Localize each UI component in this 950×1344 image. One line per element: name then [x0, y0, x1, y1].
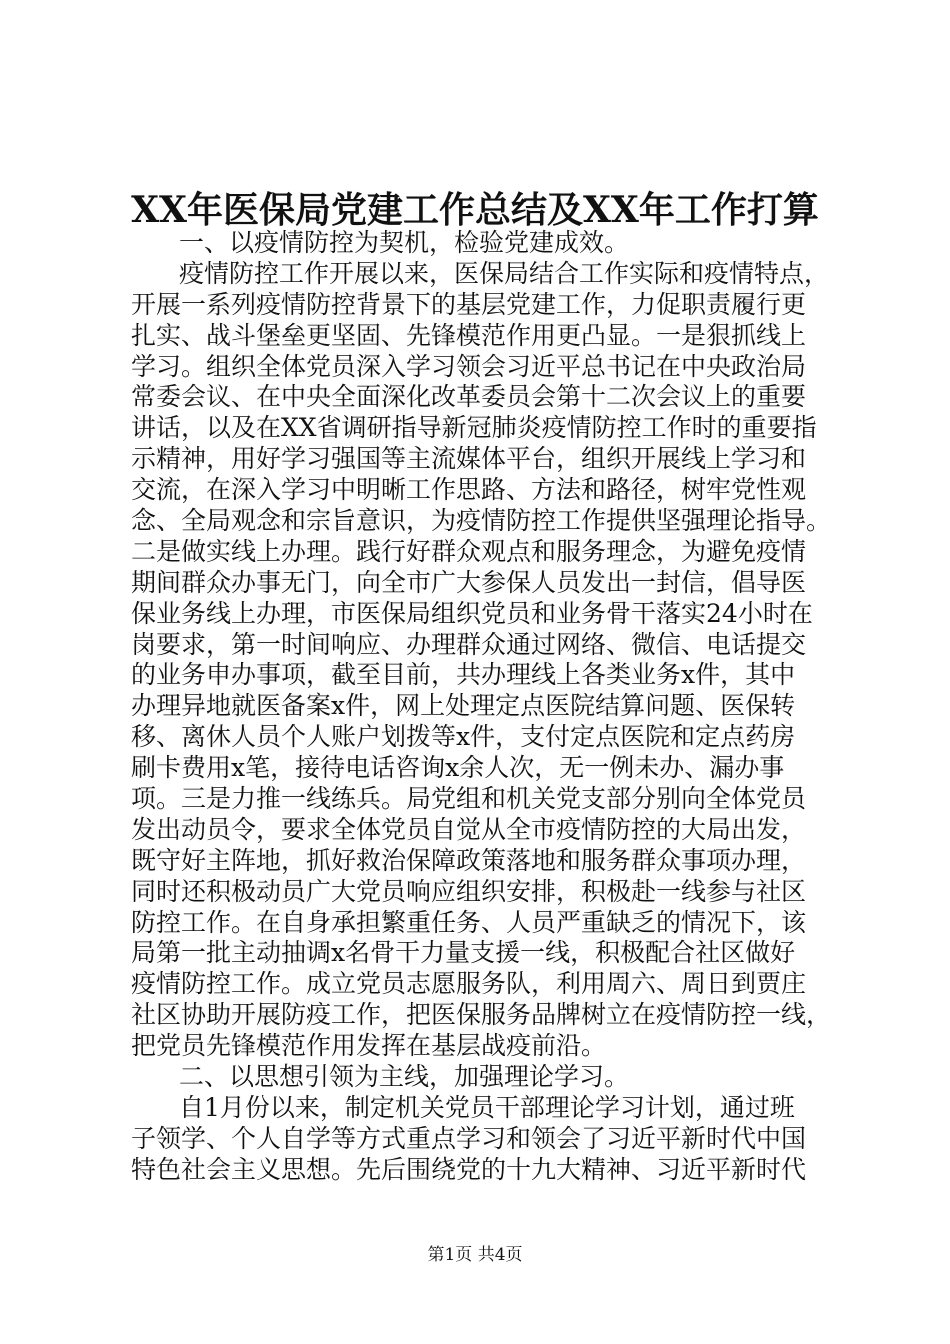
page-number-footer: 第1页 共4页 [427, 1245, 523, 1265]
body-line: 发出动员令，要求全体党员自觉从全市疫情防控的大局出发， [131, 814, 807, 844]
body-line: 保业务线上办理，市医保局组织党员和业务骨干落实24小时在 [131, 598, 813, 628]
body-line: 自1月份以来，制定机关党员干部理论学习计划，通过班 [179, 1092, 795, 1122]
body-line: 学习。组织全体党员深入学习领会习近平总书记在中央政治局 [131, 351, 807, 381]
body-line: 念、全局观念和宗旨意识，为疫情防控工作提供坚强理论指导。 [131, 506, 832, 536]
body-line: 子领学、个人自学等方式重点学习和领会了习近平新时代中国 [131, 1123, 807, 1153]
body-line: 开展一系列疫情防控背景下的基层党建工作，力促职责履行更 [131, 289, 807, 319]
body-line: 扎实、战斗堡垒更坚固、先锋模范作用更凸显。一是狠抓线上 [131, 320, 807, 350]
body-line: 局第一批主动抽调x名骨干力量支援一线，积极配合社区做好 [131, 938, 796, 968]
body-line: 期间群众办事无门，向全市广大参保人员发出一封信，倡导医 [131, 567, 807, 597]
body-line: 交流，在深入学习中明晰工作思路、方法和路径，树牢党性观 [131, 475, 807, 505]
document-title: XX年医保局党建工作总结及XX年工作打算 [131, 189, 819, 231]
body-line: 疫情防控工作。成立党员志愿服务队，利用周六、周日到贾庄 [131, 969, 807, 999]
body-line: 二是做实线上办理。践行好群众观点和服务理念，为避免疫情 [131, 536, 807, 566]
body-line: 同时还积极动员广大党员响应组织安排，积极赴一线参与社区 [131, 876, 807, 906]
body-line: 的业务申办事项，截至目前，共办理线上各类业务x件，其中 [131, 660, 796, 690]
body-line: 疫情防控工作开展以来，医保局结合工作实际和疫情特点， [179, 258, 830, 288]
body-line: 常委会议、在中央全面深化改革委员会第十二次会议上的重要 [131, 382, 807, 412]
section-heading-1: 一、以疫情防控为契机，检验党建成效。 [179, 228, 630, 257]
body-line: 示精神，用好学习强国等主流媒体平台，组织开展线上学习和 [131, 444, 807, 474]
document-body [131, 228, 851, 1186]
body-line: 防控工作。在自身承担繁重任务、人员严重缺乏的情况下，该 [131, 907, 807, 937]
body-line: 把党员先锋模范作用发挥在基层战疫前沿。 [131, 1031, 607, 1061]
body-line: 特色社会主义思想。先后围绕党的十九大精神、习近平新时代 [131, 1154, 807, 1184]
body-line: 刷卡费用x笔，接待电话咨询x余人次，无一例未办、漏办事 [131, 753, 785, 783]
body-line: 社区协助开展防疫工作，把医保服务品牌树立在疫情防控一线， [131, 1000, 832, 1030]
body-line: 移、离休人员个人账户划拨等x件，支付定点医院和定点药房 [131, 722, 796, 752]
body-line: 办理异地就医备案x件，网上处理定点医院结算问题、医保转 [131, 691, 796, 721]
section-heading-2: 二、以思想引领为主线，加强理论学习。 [179, 1062, 630, 1092]
body-line: 讲话，以及在XX省调研指导新冠肺炎疫情防控工作时的重要指 [131, 413, 817, 443]
body-line: 岗要求，第一时间响应、办理群众通过网络、微信、电话提交 [131, 629, 807, 659]
body-line: 项。三是力推一线练兵。局党组和机关党支部分别向全体党员 [131, 784, 807, 814]
body-line: 既守好主阵地，抓好救治保障政策落地和服务群众事项办理， [131, 845, 807, 875]
